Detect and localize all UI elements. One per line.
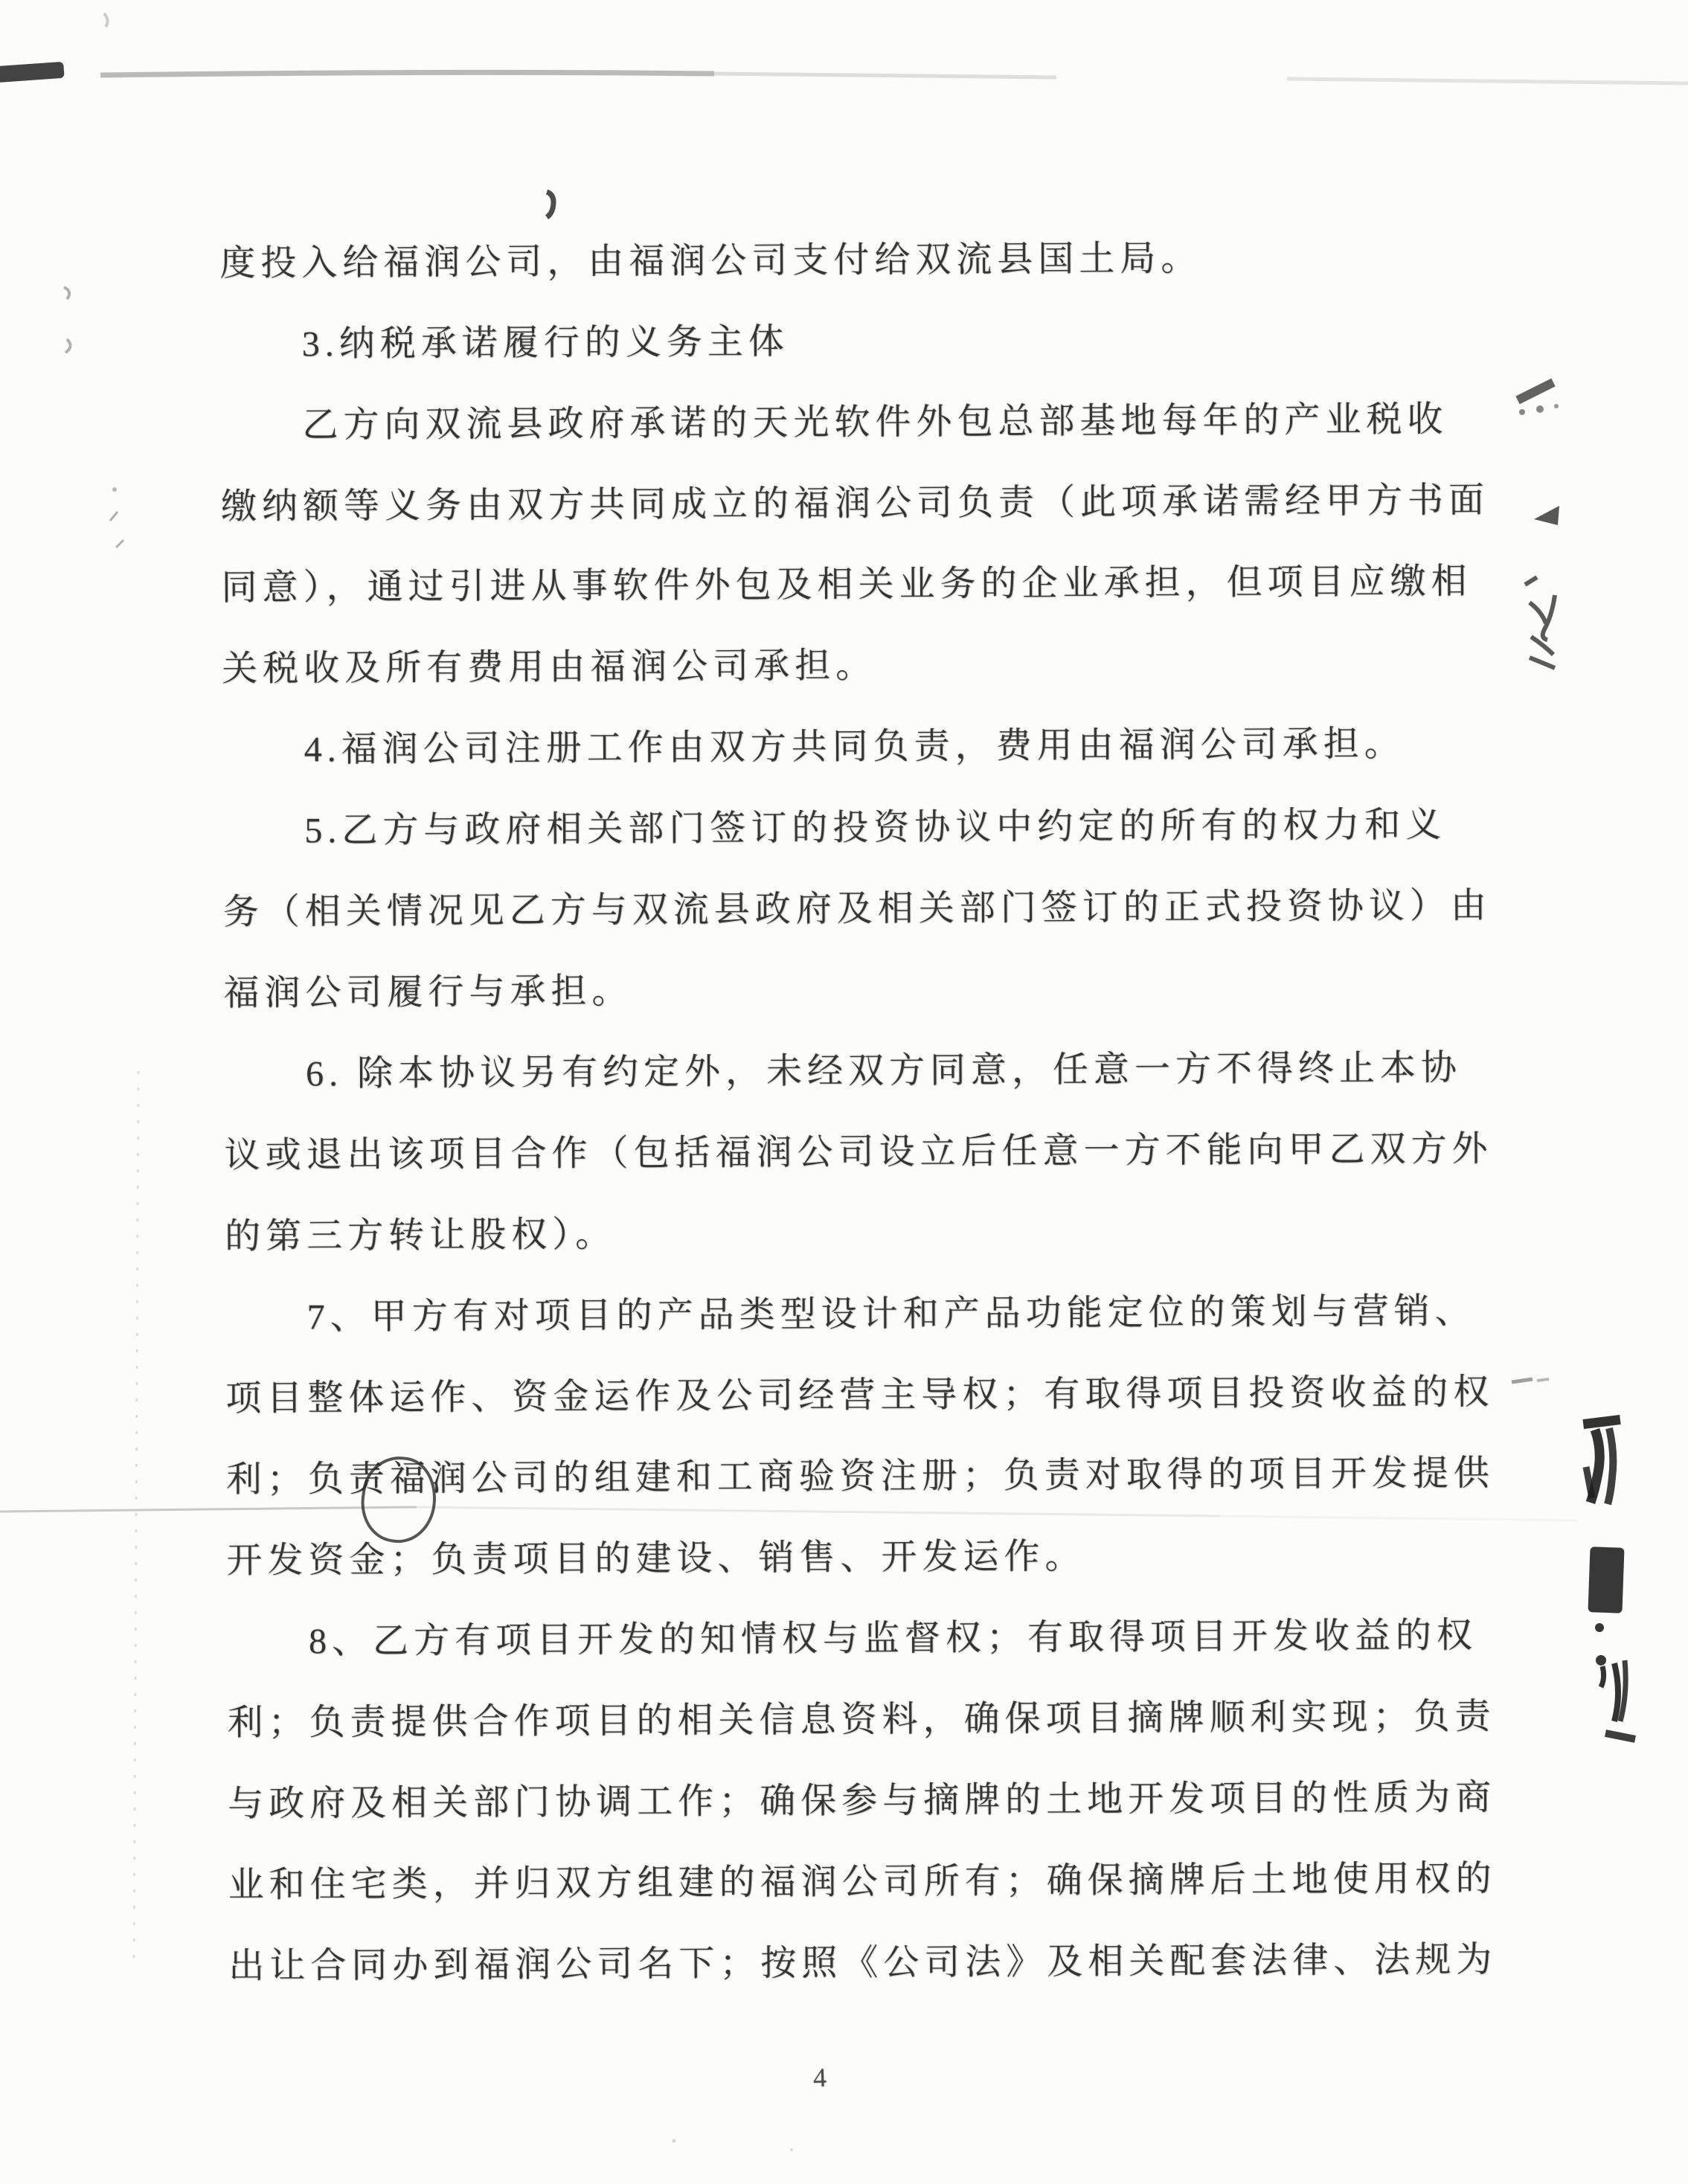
- text-line: 福润公司履行与承担。: [223, 971, 633, 1013]
- text-line: 8、乙方有项目开发的知情权与监督权；有取得项目开发收益的权: [308, 1616, 1478, 1662]
- right-margin-pencil-marks: [1518, 382, 1559, 525]
- stray-comma-mark: [547, 192, 553, 217]
- text-line: 缴纳额等义务由双方共同成立的福润公司负责（此项承诺需经甲方书面: [220, 481, 1490, 527]
- handwritten-squiggle: [1525, 577, 1555, 668]
- document-body: [219, 216, 1509, 2007]
- text-line: 7、甲方有对项目的产品类型设计和产品功能定位的策划与营销、: [307, 1291, 1476, 1337]
- text-line: 乙方向双流县政府承诺的天光软件外包总部基地每年的产业税收: [302, 399, 1448, 446]
- left-margin-specks: [64, 287, 123, 547]
- text-line: 的第三方转让股权）。: [224, 1215, 617, 1256]
- text-line: 与政府及相关部门协调工作；确保参与摘牌的土地开发项目的性质为商: [227, 1778, 1497, 1824]
- text-line: 3.纳税承诺履行的义务主体: [301, 321, 789, 364]
- text-line: 项目整体运作、资金运作及公司经营主导权；有取得项目投资收益的权: [225, 1372, 1495, 1419]
- top-fold-line: [0, 13, 1688, 83]
- text-line: 利；负责提供合作项目的相关信息资料，确保项目摘牌顺利实现；负责: [227, 1697, 1496, 1743]
- bottom-specks: [673, 2139, 794, 2152]
- text-line: 关税收及所有费用由福润公司承担。: [222, 646, 877, 689]
- vertical-crease: [134, 1071, 138, 1964]
- page-number: 4: [812, 2062, 827, 2093]
- text-line: 度投入给福润公司，由福润公司支付给双流县国土局。: [219, 239, 1202, 283]
- text-line: 同意），通过引进从事软件外包及相关业务的企业承担，但项目应缴相: [221, 562, 1472, 608]
- text-line: 务（相关情况见乙方与双流县政府及相关部门签订的正式投资协议）由: [222, 886, 1492, 932]
- text-line: 议或退出该项目合作（包括福润公司设立后任意一方不能向甲乙双方外: [224, 1129, 1493, 1175]
- text-line: 业和住宅类，并归双方组建的福润公司所有；确保摘牌后土地使用权的: [228, 1859, 1497, 1905]
- dark-ink-smudges: [1512, 1379, 1635, 1739]
- text-line: 6. 除本协议另有约定外，未经双方同意，任意一方不得终止本协: [305, 1048, 1463, 1094]
- text-line: 4.福润公司注册工作由双方共同负责，费用由福润公司承担。: [304, 724, 1405, 770]
- text-line: 出让合同办到福润公司名下；按照《公司法》及相关配套法律、法规为: [228, 1940, 1498, 1986]
- text-line: 开发资金；负责项目的建设、销售、开发运作。: [226, 1536, 1086, 1581]
- text-line: 5.乙方与政府相关部门签订的投资协议中约定的所有的权力和义: [304, 805, 1447, 851]
- text-line: 利；负责福润公司的组建和工商验资注册；负责对取得的项目开发提供: [225, 1454, 1495, 1500]
